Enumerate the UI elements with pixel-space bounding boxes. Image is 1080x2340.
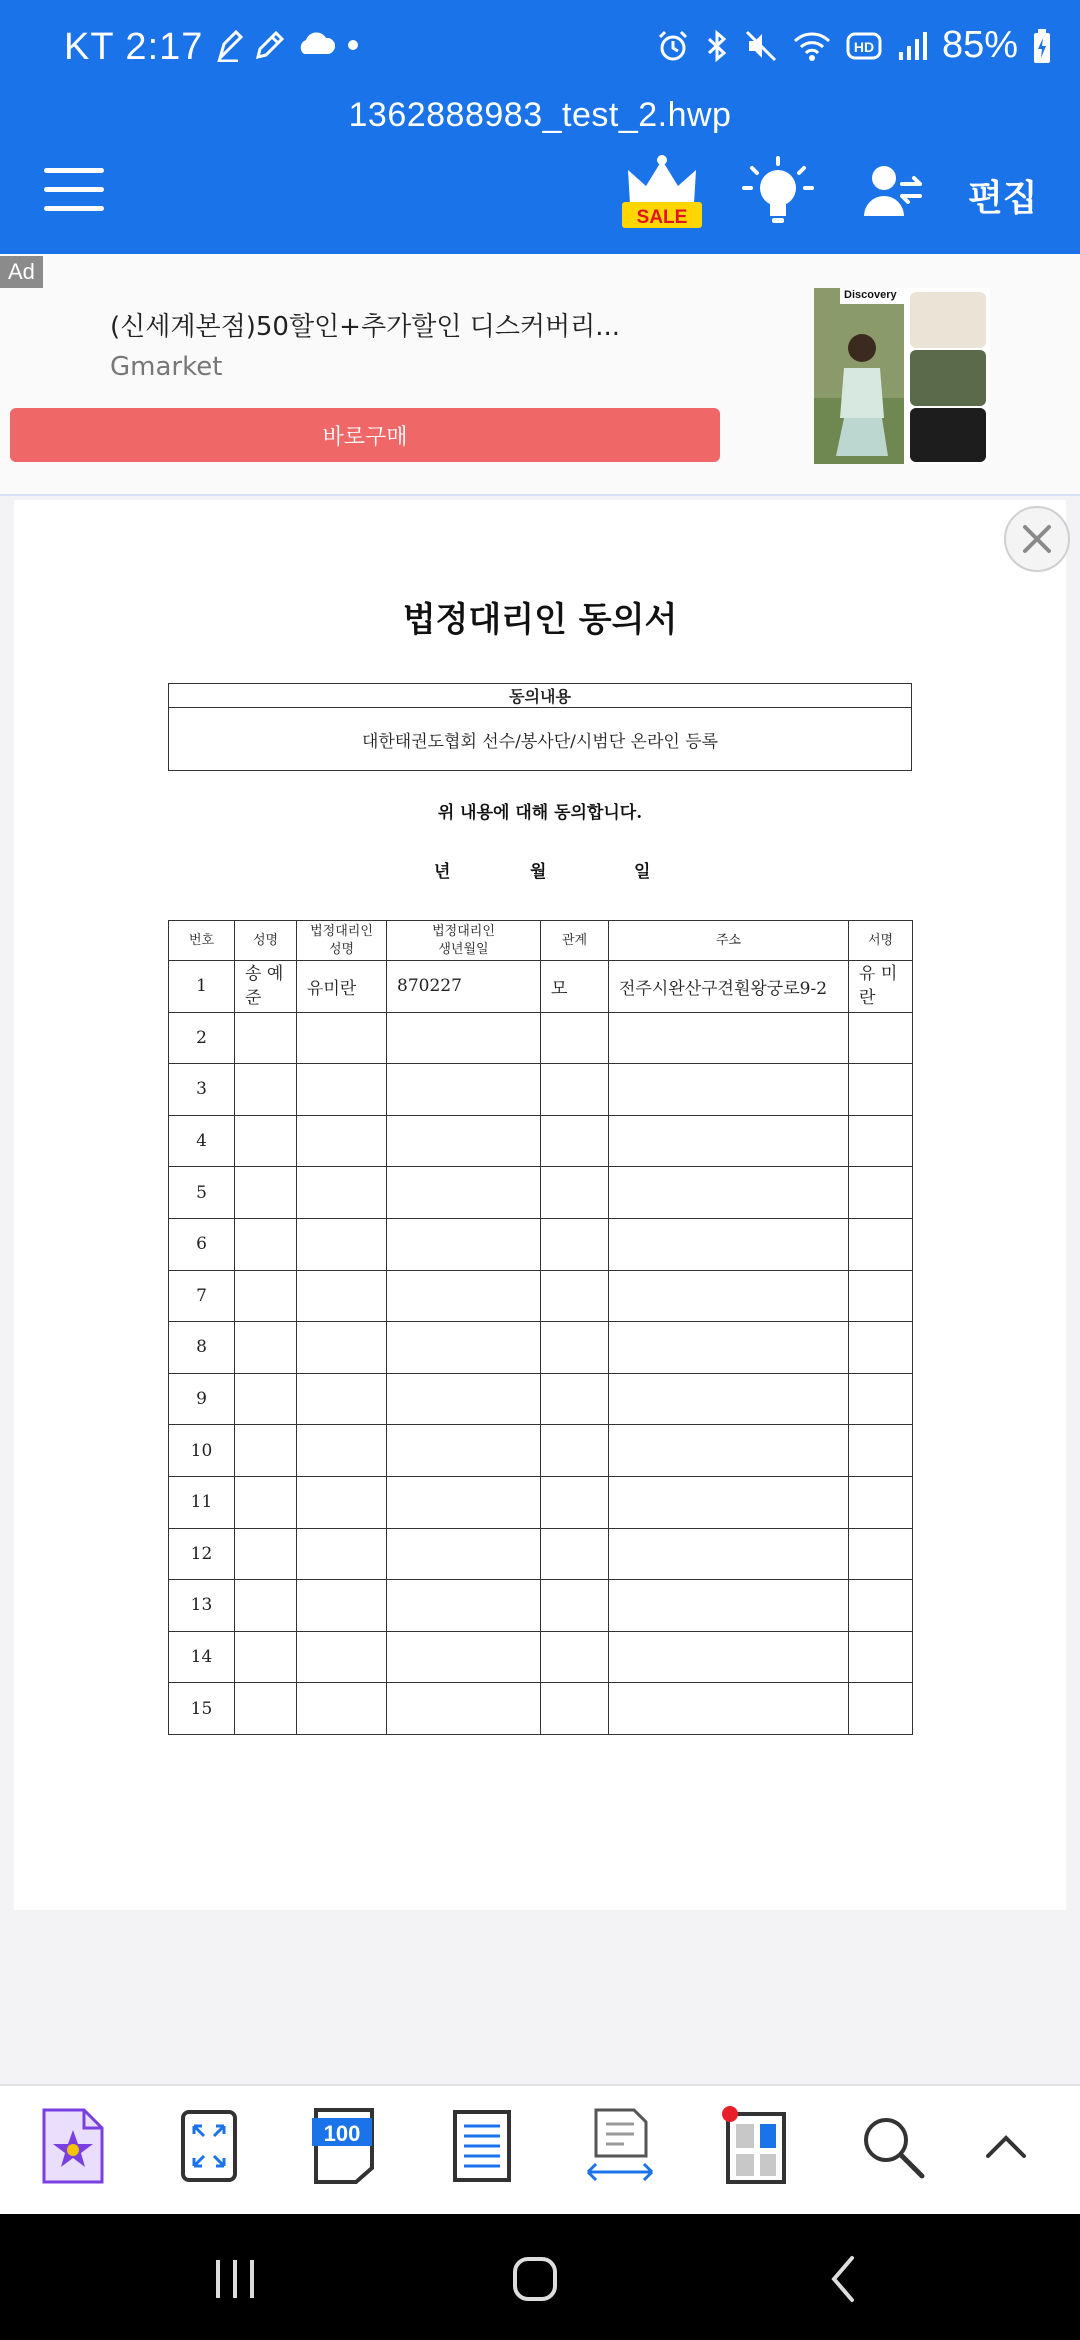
row-number: 5 [169,1167,235,1219]
table-cell [849,1167,913,1219]
table-header-cell: 주소 [609,921,849,961]
row-number: 4 [169,1115,235,1167]
row-number: 15 [169,1683,235,1735]
table-body [169,961,913,1735]
row-number: 2 [169,1012,235,1064]
wifi-icon [792,29,832,63]
table-row [169,1425,913,1477]
table-row [169,961,913,1013]
row-number: 7 [169,1270,235,1322]
table-row [169,1012,913,1064]
table-row [169,1476,913,1528]
lightbulb-icon[interactable] [742,156,814,232]
date-month-label: 월 [530,862,547,882]
table-cell [235,1528,297,1580]
consent-body: 대한태권도협회 선수/봉사단/시범단 온라인 등록 [169,708,912,771]
table-cell [297,1167,387,1219]
row-number: 3 [169,1064,235,1116]
table-cell [849,1476,913,1528]
table-cell [297,1425,387,1477]
table-cell [387,1631,541,1683]
table-cell [609,1218,849,1270]
table-cell [235,1631,297,1683]
table-cell [541,1476,609,1528]
table-cell: 유미란 [297,961,387,1013]
row-number: 10 [169,1425,235,1477]
table-cell [297,1580,387,1632]
table-cell [609,1631,849,1683]
document-filename: 1362888983_test_2.hwp [348,96,732,134]
table-row [169,1064,913,1116]
table-cell [297,1683,387,1735]
table-cell [387,1322,541,1374]
table-cell [387,1425,541,1477]
table-cell [541,1631,609,1683]
document-title: 법정대리인 동의서 [402,600,678,640]
hamburger-line [44,206,104,211]
table-cell [297,1218,387,1270]
ad-brand: Discovery [844,289,897,301]
table-cell [541,1322,609,1374]
table-cell [849,1373,913,1425]
ad-banner[interactable] [0,254,1080,496]
home-icon[interactable] [510,2254,560,2304]
table-header-cell: 법정대리인 생년월일 [387,921,541,961]
table-cell [609,1012,849,1064]
table-cell: 유 미 란 [849,961,913,1013]
table-cell [849,1322,913,1374]
svg-text:HD: HD [853,38,875,55]
hamburger-line [44,187,104,192]
table-cell [297,1476,387,1528]
table-cell [541,1218,609,1270]
table-cell [387,1476,541,1528]
table-row [169,1631,913,1683]
row-number: 6 [169,1218,235,1270]
thumbnail-icon[interactable] [722,2106,790,2186]
table-row [169,1683,913,1735]
table-cell [609,1373,849,1425]
hd-icon [846,31,882,61]
table-cell [387,1373,541,1425]
table-cell [849,1064,913,1116]
table-cell [297,1322,387,1374]
dot-icon [346,38,360,52]
alarm-icon [656,29,690,63]
close-ad-button[interactable] [1004,506,1070,572]
ad-seller: Gmarket [110,352,223,382]
table-row [169,1528,913,1580]
table-cell [235,1064,297,1116]
table-cell [387,1115,541,1167]
table-cell [235,1167,297,1219]
table-cell [609,1064,849,1116]
table-cell [541,1064,609,1116]
table-cell [297,1631,387,1683]
ad-product-image[interactable] [814,288,990,464]
table-cell [541,1012,609,1064]
table-cell [609,1683,849,1735]
status-time: KT 2:17 [64,26,204,68]
table-cell [387,1580,541,1632]
table-header-cell: 관계 [541,921,609,961]
table-cell [541,1373,609,1425]
table-row [169,1115,913,1167]
table-row [169,1167,913,1219]
battery-icon [1032,28,1052,64]
menu-button[interactable] [44,168,104,218]
table-row [169,1580,913,1632]
table-row [169,1218,913,1270]
table-cell [609,1270,849,1322]
date-year-label: 년 [434,862,451,882]
table-cell [235,1580,297,1632]
recent-apps-icon[interactable] [210,2254,260,2304]
consent-box [168,683,912,771]
table-cell [235,1115,297,1167]
app-bar [0,82,1080,254]
table-cell [609,1167,849,1219]
table-cell [609,1115,849,1167]
table-cell [235,1425,297,1477]
table-cell [387,1218,541,1270]
row-number: 1 [169,961,235,1013]
table-cell [849,1631,913,1683]
table-cell [609,1580,849,1632]
battery-percent: 85% [941,24,1018,66]
table-cell [849,1012,913,1064]
chevron-up-icon[interactable] [980,2106,1032,2186]
table-cell [297,1115,387,1167]
table-cell [849,1115,913,1167]
back-icon[interactable] [820,2254,870,2304]
table-cell [235,1322,297,1374]
table-cell [849,1218,913,1270]
text-view-icon[interactable] [452,2106,512,2186]
table-cell [541,1683,609,1735]
table-cell [387,1528,541,1580]
table-cell [297,1012,387,1064]
document-page[interactable] [14,500,1066,1910]
table-cell [297,1064,387,1116]
buy-now-button[interactable]: 바로구매 [10,408,720,462]
table-cell [235,1270,297,1322]
table-cell [849,1580,913,1632]
table-cell [849,1683,913,1735]
page-width-icon[interactable] [584,2106,656,2186]
table-cell [609,1476,849,1528]
bluetooth-icon [704,29,730,63]
table-cell: 송 예 준 [235,961,297,1013]
agree-statement: 위 내용에 대해 동의합니다. [437,803,643,823]
table-cell [235,1012,297,1064]
zoom-level: 100 [323,2121,361,2146]
ad-title[interactable]: (신세계본점)50할인+추가할인 디스커버리... [110,312,621,342]
table-cell [849,1270,913,1322]
table-cell [387,1012,541,1064]
status-bar [0,0,1080,82]
table-row [169,1373,913,1425]
bottom-toolbar [0,2084,1080,2214]
consent-header: 동의내용 [169,684,912,708]
zoom-100-button[interactable] [312,2106,376,2186]
sale-crown-button[interactable] [620,152,704,236]
table-cell [849,1425,913,1477]
table-header-cell: 번호 [169,921,235,961]
table-cell [387,1167,541,1219]
table-cell: 모 [541,961,609,1013]
mute-icon [744,29,778,63]
hamburger-line [44,168,104,173]
table-cell [609,1528,849,1580]
table-cell: 전주시완산구견훤왕궁로9-2 [609,961,849,1013]
table-row [169,1322,913,1374]
table-cell [387,1683,541,1735]
table-cell [297,1373,387,1425]
product-photo [814,288,990,464]
table-cell [541,1115,609,1167]
table-cell [609,1425,849,1477]
table-cell [387,1270,541,1322]
close-icon [1006,508,1068,570]
search-icon[interactable] [858,2106,928,2186]
signal-icon [896,30,928,62]
table-cell [387,1064,541,1116]
table-cell [849,1528,913,1580]
table-header-cell: 서명 [849,921,913,961]
table-row [169,1270,913,1322]
table-cell [541,1580,609,1632]
table-cell [235,1683,297,1735]
row-number: 13 [169,1580,235,1632]
table-cell: 870227 [387,961,541,1013]
table-cell [541,1167,609,1219]
table-header-cell: 성명 [235,921,297,961]
table-header-cell: 법정대리인 성명 [297,921,387,961]
table-cell [297,1270,387,1322]
edit-button[interactable]: 편집 [968,178,1038,219]
table-cell [235,1218,297,1270]
table-header-row [169,921,913,961]
sale-label: SALE [636,207,688,228]
row-number: 12 [169,1528,235,1580]
table-cell [541,1270,609,1322]
table-cell [297,1528,387,1580]
table-cell [235,1476,297,1528]
row-number: 9 [169,1373,235,1425]
user-switch-icon[interactable] [862,162,924,222]
row-number: 8 [169,1322,235,1374]
system-nav-bar [0,2214,1080,2340]
table-cell [609,1322,849,1374]
fit-screen-icon[interactable] [180,2106,238,2186]
row-number: 11 [169,1476,235,1528]
representative-table [168,920,913,1735]
cloud-icon [296,30,336,60]
table-cell [541,1425,609,1477]
premium-star-icon[interactable] [40,2106,106,2186]
table-cell [541,1528,609,1580]
pencil-icon [254,29,286,61]
row-number: 14 [169,1631,235,1683]
ad-tag: Ad [0,256,43,288]
table-cell [235,1373,297,1425]
pen-icon [214,28,244,62]
date-day-label: 일 [634,862,651,882]
